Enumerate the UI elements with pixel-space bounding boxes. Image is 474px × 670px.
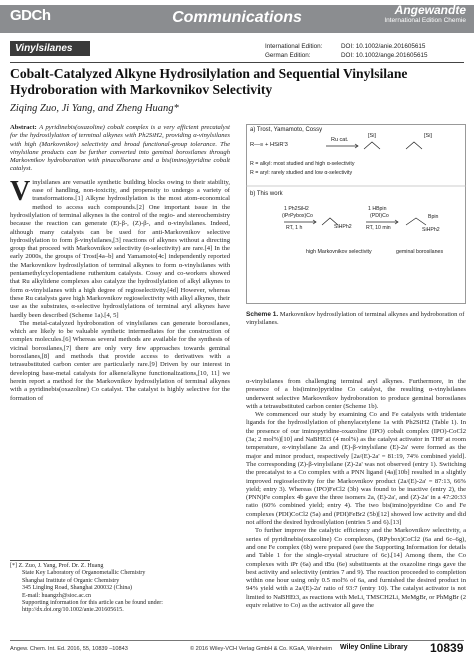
section-title: Communications xyxy=(172,9,302,26)
scheme-b-product2: Bpin xyxy=(428,214,439,220)
scheme-a-product1: [Si] xyxy=(368,133,376,139)
scheme-labels xyxy=(246,124,466,304)
scheme-b-product1: SiHPh2 xyxy=(334,224,352,230)
footnote-si-note: Supporting information for this article can be found under: xyxy=(22,600,163,607)
journal-logo-sub: International Edition Chemie xyxy=(384,17,466,24)
footer-citation: Angew. Chem. Int. Ed. 2016, 55, 10839 –10843 xyxy=(10,646,128,652)
author-footnote xyxy=(10,563,230,615)
page-number: 10839 xyxy=(430,641,464,655)
title-rule xyxy=(10,62,464,63)
scheme-b-cat1: 1 Ph2SiH2 xyxy=(284,206,309,212)
article-title: Cobalt-Catalyzed Alkyne Hydrosilylation and Sequential Vinylsilane Hydroboration with Markovnikov Selectivity xyxy=(10,66,408,97)
scheme-caption xyxy=(246,311,466,327)
article-authors: Ziqing Zuo, Ji Yang, and Zheng Huang* xyxy=(10,103,179,114)
footnote-address: 345 Lingling Road, Shanghai 200032 (China) xyxy=(22,585,132,592)
body-right-paragraph-3: To further improve the catalytic efficiency and the Markovnikov selectivity, a series of pyridinebis(oxazoline) Co complexes, (RPybox)CoCl2 (6a and 6c–6g), and one Fe complex (6b) were prepared (see the Supporting Information for details and Table 1 for the single-crystal structure of 6c).[14] Among them, the Co complexes with iPr (6a) and tBu (6e) substituents at the oxazoline rings gave the best activity and selectivity (entries 7 and 9). The reaction proceeded to completion within one hour using only 0.5 mol% of 6a, and furnished the desired product in 94% yield with a 2a/(E)-2a' ratio of 93:7 (entry 10). The catalyst activator is not limited to NaBHEt3, as reactions with MeLi, TMSCH2Li, MeMgBr, or PhMgBr (2 equiv relative to Co) as the activator all gave the xyxy=(246,527,466,610)
footer-copyright: © 2016 Wiley-VCH Verlag GmbH & Co. KGaA, Weinheim xyxy=(190,646,333,652)
scheme-a-product2: [Si] xyxy=(424,133,432,139)
doi-intl-link[interactable]: DOI: 10.1002/anie.201605615 xyxy=(341,43,426,50)
scheme-b-label: b) This work xyxy=(250,191,283,197)
body-paragraph-1-text: inylsilanes are versatile synthetic building blocks owing to their stability, ease of handling, non-toxicity, and propensity to undergo a variety of transformations.[1] Alkyne hydrosilylation is the most atom-economical method to access such compounds.[2] One important issue in the hydrosilylation of terminal alkynes is the control of the regio- and stereochemistry because the reaction can generate (E)-β-, (Z)-β-, and α-vinylsilanes. Indeed, although many catalysts can be used for anti-Markovnikov selective hydrosilylation to form β-vinylsilanes,[3] reactions of alkynes without a directing group that proceed with Markovnikov selectivity (α-selectivity) are rare.[4] In the early 2000s, the groups of Trost[4a–b] and Yamamoto[4c] independently reported the Markovnikov hydrosilylation of terminal alkynes to form α-vinylsilanes with pentamethylcyclopentadiene ruthenium catalysts. Cossy and co-workers showed that Ru alkylidene complexes also catalyze the hydrosilylation of alkyl alkynes to form α-vinylsilanes with a high degree of regioselectivity.[4d] However, whereas these Ru catalysts gave high Markovnikov regioselectivity with alkyl alkynes, their use as the substrates, α-selective hydrosilylations of terminal aryl alkynes have hardly been described (Scheme 1a).[4, 5] xyxy=(10,178,230,319)
scheme-caption-text: Markovnikov hydrosilylation of terminal alkynes and hydroboration of vinylsilanes. xyxy=(246,311,465,327)
doi-intl-label: International Edition: xyxy=(265,43,323,50)
page-header xyxy=(0,0,474,38)
scheme-b-cond1: RT, 1 h xyxy=(286,225,303,231)
footnote-email[interactable]: E-mail: huangzh@sioc.ac.cn xyxy=(22,592,91,599)
journal-logo xyxy=(384,4,466,25)
footnote-rule xyxy=(10,560,90,561)
publisher-logo: GDCh xyxy=(10,7,51,24)
scheme-b-cat4: (PDI)Co xyxy=(370,213,389,219)
doi-block xyxy=(265,43,427,60)
doi-german-label: German Edition: xyxy=(265,51,311,59)
scheme-b-cat2: (iPrPybox)Co xyxy=(282,213,313,219)
article-tag: Vinylsilanes xyxy=(10,41,90,56)
footnote-affil-2: Shanghai Institute of Organic Chemistry xyxy=(22,577,120,584)
abstract-text: A pyridinebis(oxazoline) cobalt complex is a very efficient precatalyst for the hydrosilylation of terminal alkynes with Ph2SiH2, providing α-vinylsilanes with high (Markovnikov) selectivity and broad functional-group tolerance. The vinylsilane products can be further converted into geminal borosilanes through Markovnikov hydroboration with pinacolborane and a bis(imino)pyridine cobalt catalyst. xyxy=(10,124,230,173)
footnote-affil-1: State Key Laboratory of Organometallic Chemistry xyxy=(22,570,146,577)
abstract xyxy=(10,124,230,174)
doi-german-link[interactable]: DOI: 10.1002/ange.201605615 xyxy=(341,51,428,59)
right-column xyxy=(246,378,466,610)
scheme-a-note1: R = alkyl: most studied and high α-selectivity xyxy=(250,161,355,167)
body-right-paragraph-1: α-vinylsilanes from challenging terminal aryl alkynes. Furthermore, in the presence of a bis(imino)pyridine Co catalyst, the resulting α-vinylsilanes underwent selective Markovnikov hydroboration to produce geminal borosilanes with a tetrasubstituted carbon center (Scheme 1b). xyxy=(246,378,466,410)
footnote-names: Z. Zuo, J. Yang, Prof. Dr. Z. Huang xyxy=(18,563,104,569)
scheme-b-cat3: 1 HBpin xyxy=(368,206,387,212)
body-right-paragraph-2: We commenced our study by examining Co and Fe catalysts with tridentate ligands for the hydrosilylation of phenylacetylene 1a with Ph2SiH2 (Table 1). In the presence of our iminopyridine-oxazoline (IPO) cobalt complex (IPO)-CoCl2 (3a; 2 mol%)[10] and NaBHEt3 (4 mol%) as the catalyst activator in THF at room temperature, α-vinylsilane 2a and (E)-β-vinylsilane (E)-2a' were formed as the major and minor product, respectively [2a/(E)-2a' = 81:19, 74% combined yield]. The corresponding (Z)-β-vinylsilane (Z)-2a' was not observed (entry 1). Switching the precatalyst to a Co complex with a PNN ligand (4a)[10b] resulted in a slightly improved regioselectivity for the Markovnikov product (2a/(E)-2a' = 87:13, 66% yield; entry 3). Whereas (IPO)FeCl2 (3b) was found to be inactive (entry 2), the (PNN)Fe complex 4b gave the three isomers 2a, (E)-2a', and (Z)-2a' in a 47:20:33 ratio (60% combined yield; entry 4). The two bis(imino)pyridine Co and Fe complexes (PDI)CoCl2 (5a) and (PDI)FeBr2 (5b)[12] showed low activity and did not afford the desired hydrosilylation (entries 5 and 6).[13] xyxy=(246,411,466,527)
scheme-a-label: a) Trost, Yamamoto, Cossy xyxy=(250,127,323,133)
body-paragraph-2: The metal-catalyzed hydroboration of vinylsilanes can generate borosilanes, which are likely to be valuable synthetic intermediates for the construction of complex molecules.[6] Whereas several methods are available for the synthesis of vicinal borosilanes,[7] there are only very few approaches towards geminal borosilanes,[8] and methods that provide access to derivatives with a tetrasubstituted carbon center are particularly rare.[9] Driven by our interest in developing base-metal catalysts for alkene/alkyne functionalizations,[10, 11] we herein report a method for the Markovnikov hydrosilylation of terminal alkynes with a pyridinebis(oxazoline) Co catalyst. The catalyst is highly selective for the formation of xyxy=(10,319,230,402)
scheme-a-catalyst: Ru cat. xyxy=(331,137,349,143)
footer-wiley-online-library[interactable]: Wiley Online Library xyxy=(340,644,408,651)
scheme-b-desc2: geminal borosilanes xyxy=(396,249,444,255)
left-column xyxy=(10,124,230,403)
scheme-caption-label: Scheme 1. xyxy=(246,311,279,318)
journal-logo-name: Angewandte xyxy=(394,3,466,17)
abstract-label: Abstract: xyxy=(10,124,37,131)
scheme-b-cond2: RT, 10 min xyxy=(366,225,391,231)
scheme-b-product3: SiHPh2 xyxy=(422,227,440,233)
footer-rule xyxy=(10,640,464,641)
drop-cap: V xyxy=(10,175,31,207)
footnote-si-link[interactable]: http://dx.doi.org/10.1002/anie.201605615. xyxy=(22,607,124,614)
scheme-b-desc1: high Markovnikov selectivity xyxy=(306,249,372,255)
body-paragraph-1 xyxy=(10,175,230,320)
scheme-a-note2: R = aryl: rarely studied and low α-selectivity xyxy=(250,170,353,176)
scheme-a-reagent: R—≡ + HSiR'3 xyxy=(250,142,288,148)
footnote-marker: [*] xyxy=(10,563,17,569)
